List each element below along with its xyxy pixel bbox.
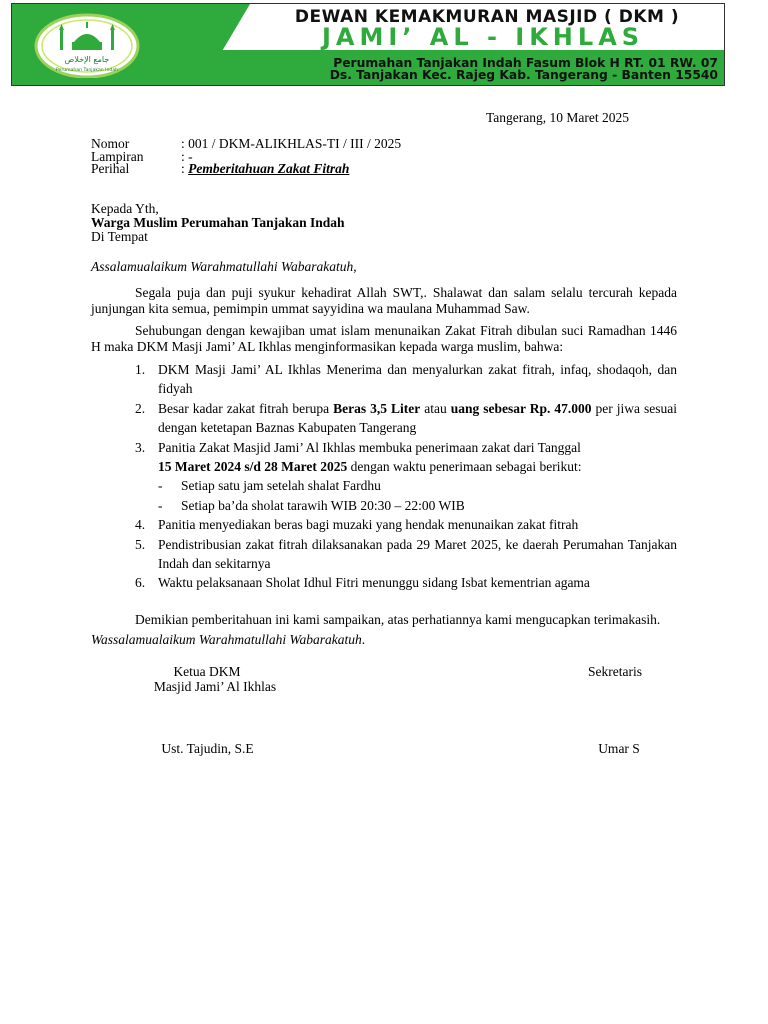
list-item [91,360,677,399]
meta-label-nomor: Nomor [91,136,130,151]
meta-value-lampiran: : - [181,149,193,164]
signature-left-title [130,664,300,694]
list-item-text: Panitia Zakat Masjid Jami’ Al Ikhlas membuka penerimaan zakat dari Tanggal [158,439,581,455]
secretary-title: Sekretaris [588,664,642,679]
paragraph-opening: Segala puja dan puji syukur kehadirat Allah SWT,. Shalawat dan salam selalu tercurah kepada junjungan kita semua, pemimpin ummat sayyidina wa maulana Muhammad Saw. [91,285,677,316]
list-item-text: Pendistribusian zakat fitrah dilaksanakan pada 29 Maret 2025, ke daerah Perumahan Tanjakan Indah dan sekitarnya [158,536,677,572]
list-item-text: per jiwa sesuai dengan ketetapan Baznas Kabupaten Tangerang [158,400,677,436]
perihal-prefix: : [181,161,189,176]
recipient-salutation: Kepada Yth, [91,201,159,216]
rice-amount: Beras 3,5 Liter [333,400,421,416]
list-item [91,573,677,592]
org-title: DEWAN KEMAKMURAN MASJID ( DKM ) [294,7,680,27]
list-number: 6. [135,575,146,591]
list-number: 4. [135,517,146,533]
address-line-1: Perumahan Tanjakan Indah Fasum Blok H RT. 01 RW. 07 [333,56,718,70]
recipient-place: Di Tempat [91,229,148,244]
letterhead [11,3,725,86]
farewell-text: Wassalamualaikum Warahmatullahi Wabarakatuh [91,632,362,647]
list-number: 1. [135,362,146,377]
closing-paragraph: Demikian pemberitahuan ini kami sampaikan, atas perhatiannya kami mengucapkan terimakasih. [135,612,661,627]
address-line-2: Ds. Tanjakan Kec. Rajeg Kab. Tangerang - Banten 15540 [329,68,718,82]
sub-list-item [91,496,677,515]
chairman-name: Ust. Tajudin, S.E [161,741,254,756]
dash-bullet: - [158,497,163,513]
money-amount: uang sebesar Rp. 47.000 [450,400,592,416]
sub-item-text: Setiap satu jam setelah shalat Fardhu [181,478,381,494]
list-item [91,438,677,477]
list-item-text: DKM Masji Jami’ AL Ikhlas Menerima dan menyalurkan zakat fitrah, infaq, shodaqoh, dan fidyah [158,362,677,397]
list-item-text: Panitia menyediakan beras bagi muzaki yang hendak menunaikan zakat fitrah [158,517,579,533]
logo-calligraphy: ﺟﺎﻣﻊ ﺍﻹﺧﻼﺹ [64,55,110,64]
mosque-logo [34,12,140,78]
list-item [91,399,677,438]
list-item-text: dengan waktu penerimaan sebagai berikut: [347,459,582,475]
dash-bullet: - [158,478,163,494]
sub-item-text: Setiap ba’da sholat tarawih WIB 20:30 – 22:00 WIB [181,497,465,513]
list-number: 2. [135,400,146,416]
list-number: 3. [135,439,146,455]
chairman-title: Ketua DKM [173,664,241,679]
mosque-label: Masjid Jami’ Al Ikhlas [153,679,277,694]
sub-list-item [91,476,677,495]
list-item [91,535,677,574]
secretary-name: Umar S [598,741,640,756]
farewell-suffix: . [361,632,366,647]
list-item-text: atau [420,400,451,416]
opening-greeting [91,259,357,275]
collection-period: 15 Maret 2024 s/d 28 Maret 2025 [158,459,348,475]
list-item [91,515,677,534]
meta-label-lampiran: Lampiran [91,149,144,164]
paragraph-context: Sehubungan dengan kewajiban umat islam menunaikan Zakat Fitrah dibulan suci Ramadhan 1446 H maka DKM Masji Jami’ AL Ikhlas menginformasikan kepada warga muslim, bahwa: [91,323,677,354]
letter-date: Tangerang, 10 Maret 2025 [486,110,630,125]
greeting-text: Assalamualaikum Warahmatullahi Wabarakatuh [91,259,354,274]
closing-greeting [91,632,365,648]
greeting-suffix: , [353,259,357,274]
subject-text: Pemberitahuan Zakat Fitrah [188,161,350,176]
list-number: 5. [135,536,146,552]
list-item-text: Besar kadar zakat fitrah berupa [158,400,334,416]
meta-value-nomor: : 001 / DKM-ALIKHLAS-TI / III / 2025 [181,136,402,151]
recipient-name: Warga Muslim Perumahan Tanjakan Indah [91,215,345,230]
announcement-list [91,360,677,593]
list-item-text: Waktu pelaksanaan Sholat Idhul Fitri menunggu sidang Isbat kementrian agama [158,575,590,591]
mosque-name: JAMI’ AL - IKHLAS [321,23,645,51]
meta-label-perihal: Perihal [91,161,130,176]
meta-value-perihal [181,161,349,177]
logo-subtext: Perumahan Tanjakan Indah [55,68,119,73]
